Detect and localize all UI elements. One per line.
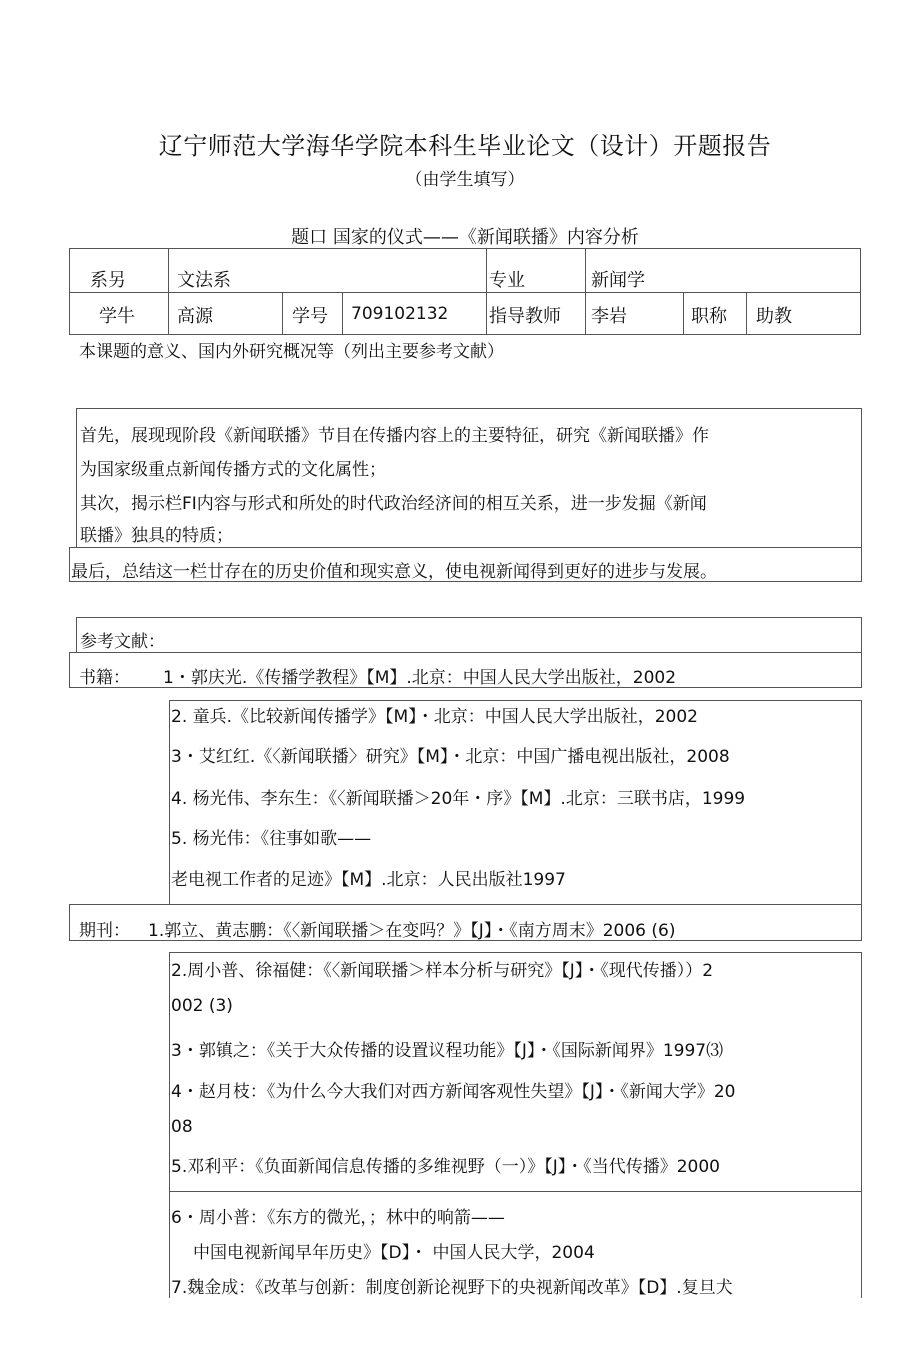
name-label: 学牛 [99,306,135,327]
rank-value: 助教 [756,306,792,327]
journal-reference: 2.周小普、徐福健：《〈新闻联播＞样本分析与研究》【J】・《现代传播））2 [171,961,714,981]
references-heading-box [76,617,862,653]
journals-label: 期刊： [79,921,130,941]
advisor-label: 指导教师 [489,306,561,327]
thesis-reference: 7.魏金成：《改革与创新：制度创新论视野下的央视新闻改革》【D】.复旦犬 [171,1278,733,1298]
book-reference: 2. 童兵.《比较新闻传播学》【M】・北京：中国人民大学出版社，2002 [171,707,698,727]
report-title: 辽宁师范大学海华学院本科生毕业论文（设计）开题报告 [158,132,772,160]
advisor-value: 李岩 [591,306,627,327]
info-table-col-divider [683,292,684,335]
info-table-col-divider [486,248,487,335]
significance-line: 首先，展现现阶段《新闻联播》节目在传播内容上的主要特征，研究《新闻联播》作 [80,426,709,446]
journal-reference: 5.邓利平：《负面新闻信息传播的多维视野（一）》【J】・《当代传播》2000 [171,1157,720,1177]
theses-right-border [861,1192,862,1298]
significance-line: 最后，总结这一栏廿存在的历史价值和现实意义，使电视新闻得到更好的进步与发展。 [71,562,717,582]
theses-left-border [169,1192,170,1298]
journal-reference: 3・郭镇之：《关于大众传播的设置议程功能》【J】・《国际新闻界》1997⑶ [171,1041,724,1061]
student-id-value: 709102132 [351,304,449,324]
major-label: 专业 [489,270,525,291]
journal-reference: 002 (3) [171,996,233,1016]
significance-line: 联播》独具的特质； [80,526,233,546]
book-reference: 5. 杨光伟：《往事如歌—— [171,829,372,849]
book-reference: 3・艾红红.《〈新闻联播〉研究》【M】・北京：中国广播电视出版社，2008 [171,747,730,767]
thesis-reference: 中国电视新闻早年历史》【D】・ 中国人民大学，2004 [193,1243,595,1263]
journal-reference: 4・赵月枝：《为什么今大我们对西方新闻客观性失望》【J】・《新闻大学》20 [171,1082,736,1102]
significance-line: 其次，揭示栏FI内容与形式和所处的时代政治经济间的相互关系，进一步发掘《新闻 [80,494,707,514]
name-value: 高源 [177,306,213,327]
info-table-col-divider [282,292,283,335]
book-reference: 老电视工作者的足迹》【M】.北京：人民出版社1997 [171,870,566,890]
info-table-col-divider [746,292,747,335]
info-table-col-divider [168,248,169,335]
dept-label: 系另 [90,270,126,291]
major-value: 新闻学 [591,270,645,291]
info-table-col-divider [585,248,586,335]
student-id-label: 学号 [292,306,328,327]
book-reference: 1・郭庆光.《传播学教程》【M】.北京：中国人民大学出版社，2002 [163,668,677,688]
info-table-row-divider [69,292,861,293]
books-label: 书籍： [79,668,130,688]
dept-value: 文法系 [177,270,231,291]
info-table-col-divider [342,292,343,335]
significance-line: 为国家级重点新闻传播方式的文化属性； [80,460,386,480]
book-reference: 4. 杨光伟、李东生：《〈新闻联播＞20年・序》【M】.北京：三联书店，1999 [171,789,746,809]
journal-reference: 08 [171,1117,193,1137]
rank-label: 职称 [691,306,727,327]
thesis-reference: 6・周小普：《东方的微光，；林中的响箭—— [171,1208,505,1228]
journal-reference: 1.郭立、黄志鹏：《〈新闻联播＞在变吗？》【J】・《南方周末》2006 (6) [148,921,676,941]
report-subtitle: （由学生填写） [405,170,525,190]
references-heading: 参考文献： [80,632,165,652]
thesis-topic: 题口 国家的仪式——《新闻联播》内容分析 [291,227,639,248]
section-heading: 本课题的意义、国内外研究概况等（列出主要参考文献） [79,342,504,362]
